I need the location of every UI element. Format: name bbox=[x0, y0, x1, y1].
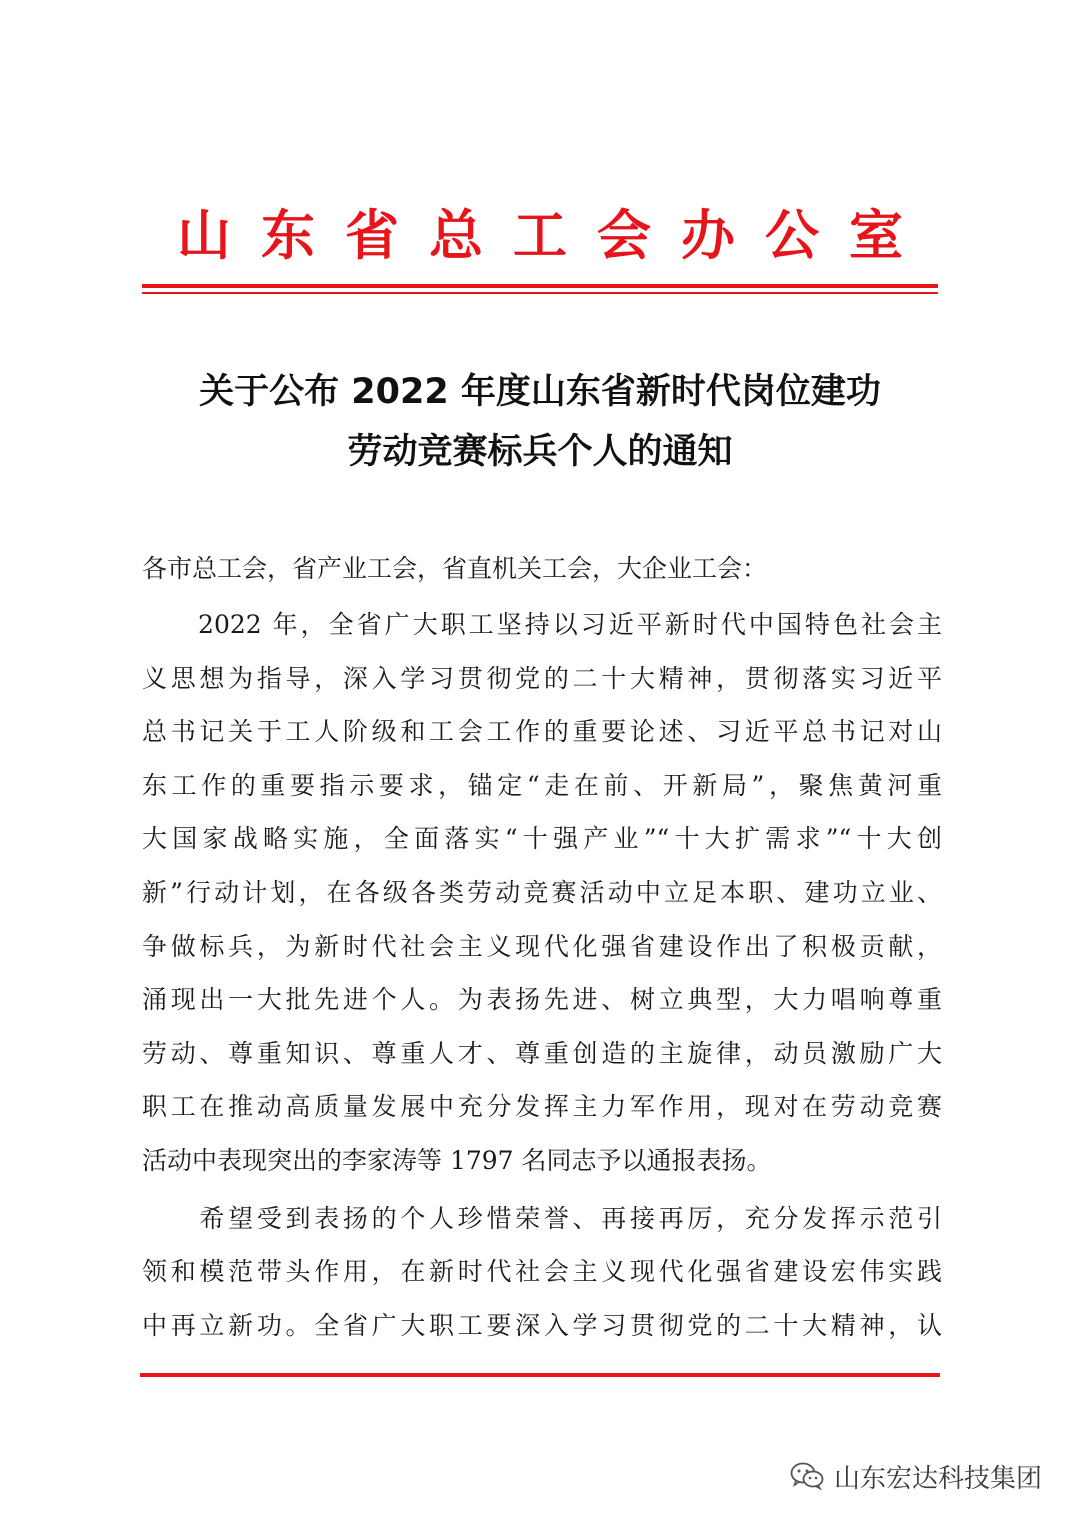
paragraph-line: 大国家战略实施，全面落实“十强产业”“十大扩需求”“十大创 bbox=[142, 824, 942, 854]
letterhead-divider-thick bbox=[142, 284, 938, 288]
document-title bbox=[100, 362, 980, 482]
footer-divider bbox=[140, 1373, 940, 1377]
paragraph-line: 中再立新功。全省广大职工要深入学习贯彻党的二十大精神，认 bbox=[142, 1310, 942, 1340]
document-title-line-1: 关于公布 2022 年度山东省新时代岗位建功 bbox=[199, 372, 881, 412]
addressee: 各市总工会，省产业工会，省直机关工会，大企业工会： bbox=[142, 554, 768, 583]
paragraph-line: 活动中表现突出的李家涛等 1797 名同志予以通报表扬。 bbox=[142, 1145, 772, 1175]
paragraph-line: 新”行动计划，在各级各类劳动竞赛活动中立足本职、建功立业、 bbox=[142, 877, 942, 907]
letterhead-divider-thin bbox=[142, 292, 938, 294]
paragraph-2 bbox=[142, 1192, 942, 1353]
paragraph-line: 2022 年，全省广大职工坚持以习近平新时代中国特色社会主 bbox=[142, 610, 942, 639]
paragraph-line: 义思想为指导，深入学习贯彻党的二十大精神，贯彻落实习近平 bbox=[142, 663, 942, 693]
paragraph-line: 涌现出一大批先进个人。为表扬先进、树立典型，大力唱响尊重 bbox=[142, 985, 942, 1015]
paragraph-1 bbox=[142, 598, 942, 1188]
body-text bbox=[142, 598, 942, 1352]
wechat-icon bbox=[790, 1462, 824, 1490]
source-watermark bbox=[790, 1456, 1042, 1496]
document-title-line-2: 劳动竞赛标兵个人的通知 bbox=[347, 432, 733, 472]
paragraph-line: 劳动、尊重知识、尊重人才、尊重创造的主旋律，动员激励广大 bbox=[142, 1038, 942, 1068]
paragraph-line: 总书记关于工人阶级和工会工作的重要论述、习近平总书记对山 bbox=[142, 717, 942, 747]
watermark-text: 山东宏达科技集团 bbox=[833, 1463, 1042, 1494]
paragraph-line: 领和模范带头作用，在新时代社会主义现代化强省建设宏伟实践 bbox=[142, 1257, 942, 1287]
paragraph-line: 争做标兵，为新时代社会主义现代化强省建设作出了积极贡献， bbox=[142, 931, 942, 961]
paragraph-line: 东工作的重要指示要求，锚定“走在前、开新局”，聚焦黄河重 bbox=[142, 770, 942, 800]
paragraph-line: 希望受到表扬的个人珍惜荣誉、再接再厉，充分发挥示范引 bbox=[142, 1203, 942, 1233]
paragraph-line: 职工在推动高质量发展中充分发挥主力军作用，现对在劳动竞赛 bbox=[142, 1092, 942, 1122]
letterhead-org-name: 山东省总工会办公室 bbox=[177, 204, 933, 267]
